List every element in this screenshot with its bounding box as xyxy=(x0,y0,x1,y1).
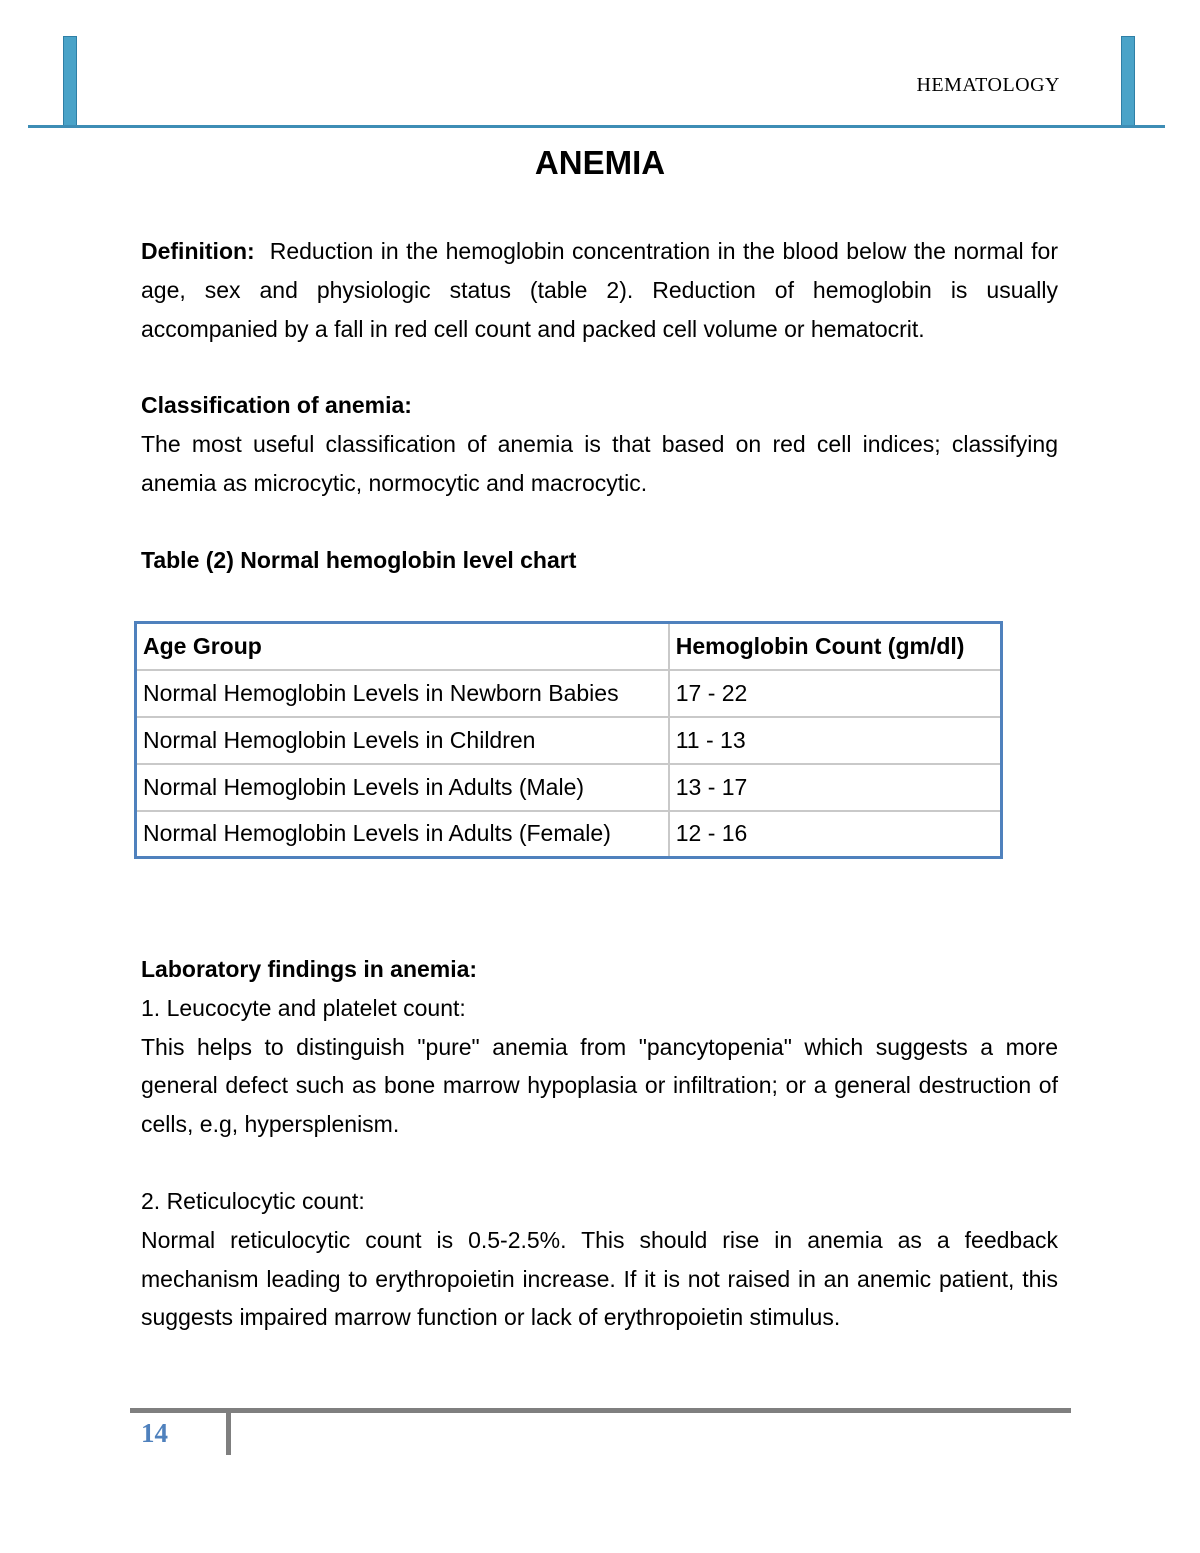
main-content xyxy=(141,232,1058,580)
header-left-bar xyxy=(63,36,77,126)
page-number: 14 xyxy=(141,1418,168,1448)
header-right-bar xyxy=(1121,36,1135,126)
running-header: HEMATOLOGY xyxy=(916,74,1060,96)
header-rule xyxy=(28,125,1165,128)
lab-findings-heading: Laboratory findings in anemia: xyxy=(141,956,478,982)
table-row xyxy=(136,764,1002,811)
definition-label: Definition: xyxy=(141,238,255,264)
lab-item-text: Normal reticulocytic count is 0.5-2.5%. This should rise in anemia as a feedback mechanism leading to erythropoietin increase. If it is not raised in an anemic patient, this suggests impaired marrow function or lack of erythropoietin stimulus. xyxy=(141,1226,1058,1331)
footer-rule xyxy=(130,1408,1071,1413)
table-cell: Normal Hemoglobin Levels in Adults (Female) xyxy=(136,811,669,858)
classification-heading: Classification of anemia: xyxy=(141,392,412,419)
lab-findings-section xyxy=(141,950,1058,1337)
table-cell: Normal Hemoglobin Levels in Newborn Babies xyxy=(136,670,669,717)
table-row xyxy=(136,717,1002,764)
lab-item-title: 1. Leucocyte and platelet count: xyxy=(141,994,466,1021)
table-cell: 12 - 16 xyxy=(669,811,1002,858)
table-header-cell: Hemoglobin Count (gm/dl) xyxy=(669,623,1002,670)
footer-divider xyxy=(226,1412,231,1455)
table-cell: 17 - 22 xyxy=(669,670,1002,717)
definition-paragraph xyxy=(141,232,1058,348)
table-cell: Normal Hemoglobin Levels in Adults (Male) xyxy=(136,764,669,811)
table-cell: 11 - 13 xyxy=(669,717,1002,764)
lab-item-text: This helps to distinguish "pure" anemia from "pancytopenia" which suggests a more general defect such as bone marrow hypoplasia or infiltration; or a general destruction of cells, e.g, hypersplenism. xyxy=(141,1033,1058,1138)
table-header-row xyxy=(136,623,1002,670)
table-row xyxy=(136,670,1002,717)
table-caption: Table (2) Normal hemoglobin level chart xyxy=(141,546,577,573)
table-cell: Normal Hemoglobin Levels in Children xyxy=(136,717,669,764)
hemoglobin-table xyxy=(134,621,1003,859)
table-row xyxy=(136,811,1002,858)
table-cell: 13 - 17 xyxy=(669,764,1002,811)
table-header-cell: Age Group xyxy=(136,623,669,670)
lab-item-title: 2. Reticulocytic count: xyxy=(141,1187,365,1214)
classification-text: The most useful classification of anemia is that based on red cell indices; classifying anemia as microcytic, normocytic and macrocytic. xyxy=(141,431,1058,496)
page-title: ANEMIA xyxy=(534,144,666,181)
definition-text: Reduction in the hemoglobin concentration in the blood below the normal for age, sex and physiologic status (table 2). Reduction of hemoglobin is usually accompanied by a fall in red cell count and packed cell volume or hematocrit. xyxy=(141,238,1058,342)
